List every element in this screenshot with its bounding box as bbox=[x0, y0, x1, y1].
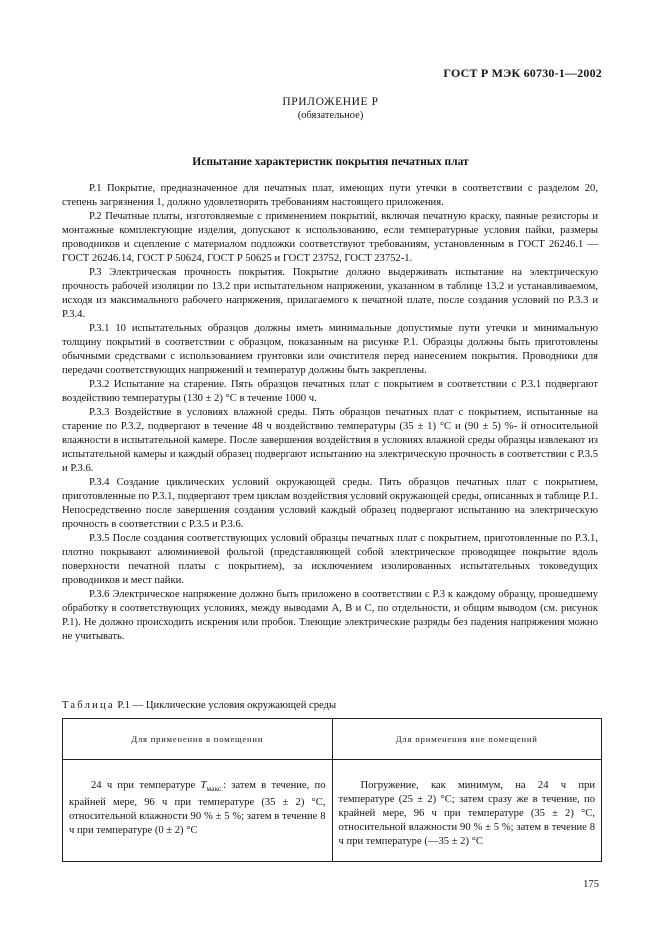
table-row bbox=[63, 760, 602, 862]
paragraph-p3-3: Р.3.3 Воздействие в условиях влажной среды. Пять образцов печатных плат с покрытием, испытанные на старение по Р.3.2, подвергают в течение 48 ч воздействию температуры (35 ± 1) °С и (90 ± 5) %- й относительной влажности в испытательной камере. После завершения воздействия в условиях влажной среды образцы извлекают из испытательной камеры и каждый образец подвергают испытанию на электрическую прочность в соответствии с Р.3.5 и Р.3.6. bbox=[62, 407, 598, 474]
header-outdoor: Для применения вне помещений bbox=[332, 719, 602, 760]
appendix-heading bbox=[0, 95, 661, 122]
page-header-standard: ГОСТ Р МЭК 60730-1—2002 bbox=[443, 66, 602, 80]
temp-subscript: макс. bbox=[206, 784, 224, 794]
table-caption bbox=[62, 700, 336, 711]
page-number: 175 bbox=[583, 879, 599, 890]
paragraph-p1: Р.1 Покрытие, предназначенное для печатных плат, имеющих пути утечки в соответствии с разделом 20, степень загрязнения 1, должно удовлетворять требованиям настоящего приложения. bbox=[62, 183, 598, 208]
paragraph-p3-5: Р.3.5 После создания соответствующих условий образцы печатных плат с покрытием, приготовленные по Р.3.1, плотно покрывают алюминиевой фольгой (представляющей собой электрическое проводящее покрытие вдоль поверхности печатной платы с покрытием), за исключением изолированных испытательных токоведущих проводников и мест пайки. bbox=[62, 533, 598, 586]
indoor-text-start: 24 ч при температуре bbox=[91, 780, 201, 791]
appendix-status: (обязательное) bbox=[297, 110, 364, 121]
paragraph-p3: Р.3 Электрическая прочность покрытия. Покрытие должно выдерживать испытание на электрическую прочность рабочей изоляции по 13.2 при испытательном напряжении, указанном в таблице 13.2 и устанавливаемом, исходя из максимального рабочего напряжения, прилагаемого к печатной плате, после создания условий по Р.3.3 и Р.3.4. bbox=[62, 267, 598, 320]
table-header-row bbox=[63, 719, 602, 760]
body-text bbox=[62, 182, 598, 644]
table-caption-text: Р.1 — Циклические условия окружающей среды bbox=[117, 700, 337, 711]
paragraph-p3-6: Р.3.6 Электрическое напряжение должно быть приложено в соответствии с Р.3 к каждому образцу, прошедшему обработку в соответствующих условиях, между выводами А, В и С, по отдельности, и общим выводом (см. рисунок Р.1). Не должно происходить искрения или пробоя. Тлеющие электрические разряды без падения напряжения можно не учитывать. bbox=[62, 589, 598, 642]
document-title: Испытание характеристик покрытия печатных плат bbox=[192, 156, 469, 168]
paragraph-p3-4: Р.3.4 Создание циклических условий окружающей среды. Пять образцов печатных плат с покрытием, приготовленные по Р.3.1, подвергают трем циклам воздействия условий окружающей среды, описанных в таблице Р.1. Непосредственно после завершения создания условий каждый образец подвергают испытанию на электрическую прочность в соответствии с Р.3.5 и Р.3.6. bbox=[62, 477, 598, 530]
indoor-conditions bbox=[69, 779, 326, 838]
indoor-text-end: : затем в течение, по крайней мере, 96 ч при температуре (35 ± 2) °С, относительной влажности 90 % ± 5 %; затем в течение 8 ч при температуре (0 ± 2) °С bbox=[69, 780, 326, 837]
outdoor-conditions: Погружение, как минимум, на 24 ч при температуре (25 ± 2) °С; затем сразу же в течение, по крайней мере, 96 ч при температуре (35 ± 2) °С, относительной влажности 90 % ± 5 %; затем в течение 8 ч при температуре (—35 ± 2) °С bbox=[338, 780, 595, 847]
paragraph-p3-2: Р.3.2 Испытание на старение. Пять образцов печатных плат с покрытием в соответствии с Р.3.1 подвергают воздействию температуры (130 ± 2) °С в течение 1000 ч. bbox=[62, 379, 598, 404]
temp-symbol: T bbox=[200, 780, 207, 791]
conditions-table bbox=[62, 718, 602, 862]
cell-indoor bbox=[63, 760, 333, 862]
paragraph-p3-1: Р.3.1 10 испытательных образцов должны иметь минимальные допустимые пути утечки и минимальную толщину покрытий в соответствии с образцом, показанным на рисунке Р.1. Образцы должны быть приготовлены обычными средствами с использованием грунтовки или очистителя перед нанесением покрытия. Проводники для передачи соответствующих напряжений и температур должны быть закреплены. bbox=[62, 323, 598, 376]
table-label: Таблица bbox=[62, 700, 115, 711]
cell-outdoor bbox=[332, 760, 602, 862]
header-indoor: Для применения в помещении bbox=[63, 719, 333, 760]
appendix-title: ПРИЛОЖЕНИЕ Р bbox=[282, 96, 379, 108]
paragraph-p2: Р.2 Печатные платы, изготовляемые с применением покрытий, включая печатную краску, паяные резисторы и монтажные комплектующие изделия, допускают к использованию, если температурные условия пайки, размеры проводников и сцепление с материалом подложки соответствуют требованиям, установленным в ГОСТ 26246.1 — ГОСТ 26246.14, ГОСТ Р 50624, ГОСТ Р 50625 и ГОСТ 23752, ГОСТ 23752-1. bbox=[62, 211, 598, 264]
